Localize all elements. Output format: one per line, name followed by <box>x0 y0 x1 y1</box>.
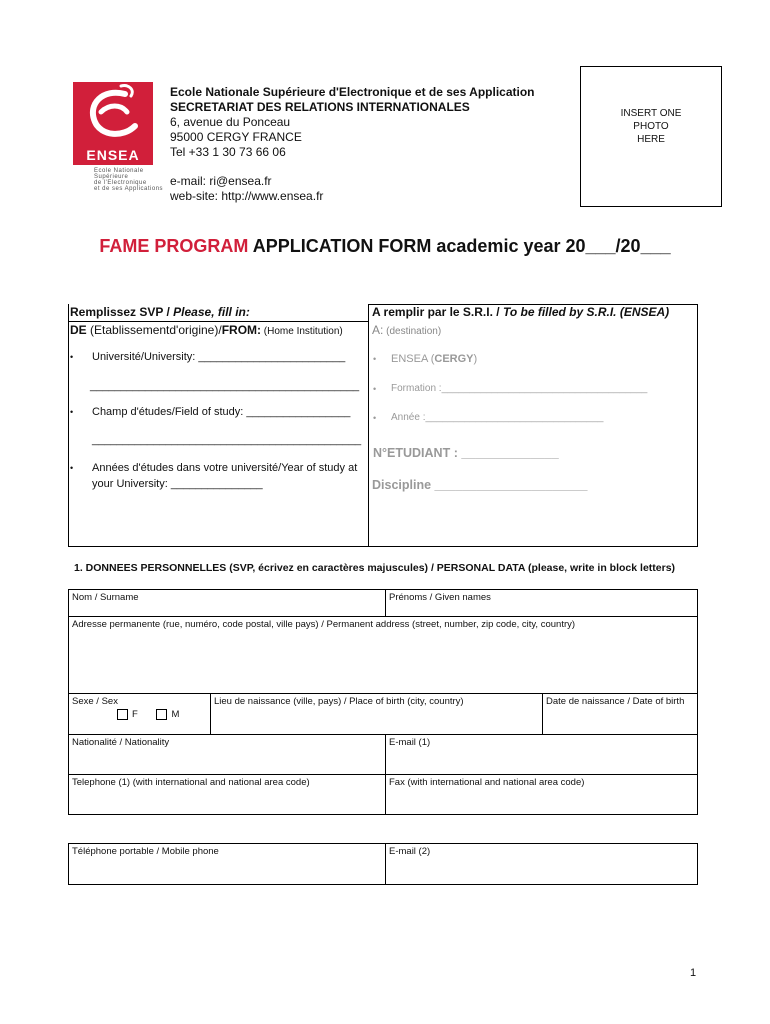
right-subheading: A: (destination) <box>372 323 442 337</box>
sex-cell: Sexe / Sex F M <box>68 693 211 735</box>
date-of-birth-cell[interactable]: Date de naissance / Date of birth <box>542 693 698 735</box>
school-name: Ecole Nationale Supérieure d'Electronique et de ses Application <box>170 85 535 99</box>
form-title <box>0 236 770 257</box>
logo-wordmark: ENSEA <box>86 147 140 163</box>
field-of-study-line2[interactable]: ____________________________________________ <box>92 434 362 446</box>
bullet: • <box>373 384 377 394</box>
left-heading: Remplissez SVP / Please, fill in: <box>70 305 250 319</box>
bullet: • <box>70 463 74 473</box>
street-address: 6, avenue du Ponceau <box>170 115 291 129</box>
city-address: 95000 CERGY FRANCE <box>170 130 302 144</box>
university-field-line2[interactable]: ____________________________________________ <box>90 380 360 392</box>
bullet: • <box>373 413 377 423</box>
female-checkbox[interactable] <box>117 709 128 720</box>
left-subheading: DE (Etablissementd'origine)/FROM: (Home Institution) <box>70 323 343 337</box>
mobile-phone-cell[interactable]: Téléphone portable / Mobile phone <box>68 843 386 885</box>
telephone-cell[interactable]: Telephone (1) (with international and national area code) <box>68 774 386 815</box>
ensea-swirl-icon <box>73 82 153 148</box>
photo-box-label: INSERT ONE PHOTO HERE <box>620 108 682 145</box>
form-title-program: FAME PROGRAM <box>99 236 249 256</box>
page-number: 1 <box>690 967 697 979</box>
bullet: • <box>373 354 377 364</box>
given-names-cell[interactable]: Prénoms / Given names <box>385 589 698 617</box>
photo-box[interactable] <box>580 66 722 207</box>
form-title-rest: APPLICATION FORM academic year 20___/20___ <box>248 236 671 256</box>
nationality-cell[interactable]: Nationalité / Nationality <box>68 734 386 775</box>
annee-field[interactable]: Année :________________________________ <box>391 412 604 423</box>
university-field[interactable]: Université/University: ________________________ <box>92 351 346 363</box>
student-number-field[interactable]: N°ETUDIANT : ______________ <box>373 446 559 460</box>
department-name: SECRETARIAT DES RELATIONS INTERNATIONALES <box>170 100 470 114</box>
male-checkbox[interactable] <box>156 709 167 720</box>
fax-cell[interactable]: Fax (with international and national area code) <box>385 774 698 815</box>
bullet: • <box>70 352 74 362</box>
year-of-study-label: Années d'études dans votre université/Year of study at <box>92 462 358 474</box>
year-of-study-field[interactable]: your University: _______________ <box>92 478 263 490</box>
surname-cell[interactable]: Nom / Surname <box>68 589 386 617</box>
formation-field[interactable]: Formation :_____________________________________ <box>391 383 648 394</box>
field-of-study[interactable]: Champ d'études/Field of study: _________________ <box>92 406 351 418</box>
permanent-address-cell[interactable]: Adresse permanente (rue, numéro, code postal, ville pays) / Permanent address (street, number, zip code, city, country) <box>68 616 698 694</box>
ensea-logo <box>73 82 153 165</box>
email2-cell[interactable]: E-mail (2) <box>385 843 698 885</box>
right-heading: A remplir par le S.R.I. / To be filled by S.R.I. (ENSEA) <box>372 305 670 319</box>
destination-ensea: ENSEA (CERGY) <box>391 353 478 365</box>
logo-subtext: Ecole Nationale Supérieure de l'Electronique et de ses Applications <box>94 168 164 192</box>
school-address-block <box>170 85 535 204</box>
section-personal-data-heading: 1. DONNEES PERSONNELLES (SVP, écrivez en caractères majuscules) / PERSONAL DATA (please, write in block letters) <box>74 562 676 574</box>
telephone: Tel +33 1 30 73 66 06 <box>170 145 286 159</box>
email-address: e-mail: ri@ensea.fr <box>170 174 272 188</box>
email1-cell[interactable]: E-mail (1) <box>385 734 698 775</box>
place-of-birth-cell[interactable]: Lieu de naissance (ville, pays) / Place of birth (city, country) <box>210 693 543 735</box>
discipline-field[interactable]: Discipline ______________________ <box>372 478 588 492</box>
bullet: • <box>70 407 74 417</box>
website: web-site: http://www.ensea.fr <box>170 189 324 203</box>
institution-box <box>68 304 698 547</box>
